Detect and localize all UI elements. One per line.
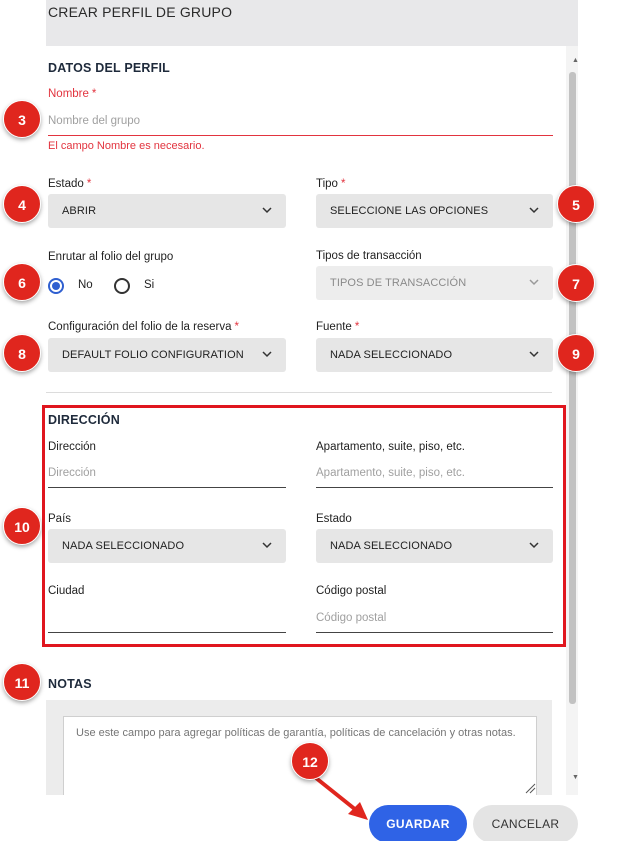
route-radio-si[interactable]	[114, 278, 130, 294]
source-label-text: Fuente	[316, 321, 352, 333]
type-label-text: Tipo	[316, 178, 338, 190]
route-label: Enrutar al folio del grupo	[48, 251, 174, 263]
callout-badge: 12	[291, 742, 329, 780]
callout-badge: 10	[3, 507, 41, 545]
arrow-icon	[312, 774, 374, 824]
city-input[interactable]	[48, 603, 286, 633]
required-mark: *	[354, 321, 360, 333]
country-select-value: NADA SELECCIONADO	[62, 540, 185, 552]
callout-badge: 8	[3, 334, 41, 372]
chevron-down-icon	[260, 347, 274, 361]
address-input[interactable]	[48, 458, 286, 488]
save-button[interactable]: GUARDAR	[369, 805, 467, 841]
folio-config-label	[48, 321, 239, 333]
callout-badge: 11	[3, 663, 41, 701]
chevron-down-icon	[527, 538, 541, 552]
folio-config-label-text: Configuración del folio de la reserva	[48, 321, 232, 333]
name-error-text: El campo Nombre es necesario.	[48, 140, 205, 152]
callout-badge: 9	[557, 334, 595, 372]
scroll-down-icon[interactable]: ▼	[572, 774, 579, 781]
folio-config-select[interactable]	[48, 338, 286, 372]
callout-badge: 6	[3, 263, 41, 301]
status-label-text: Estado	[48, 178, 84, 190]
required-mark: *	[340, 178, 346, 190]
notes-section-title: NOTAS	[48, 677, 92, 691]
scroll-up-icon[interactable]: ▲	[572, 57, 579, 64]
name-label-text: Nombre	[48, 88, 89, 100]
apartment-label: Apartamento, suite, piso, etc.	[316, 441, 465, 453]
callout-badge: 4	[3, 185, 41, 223]
apartment-input[interactable]	[316, 458, 553, 488]
status-select-value: ABRIR	[62, 205, 97, 217]
chevron-down-icon	[527, 275, 541, 289]
transaction-types-select[interactable]	[316, 266, 553, 300]
type-label	[316, 178, 345, 190]
cancel-button[interactable]: CANCELAR	[473, 805, 578, 841]
address-label: Dirección	[48, 441, 96, 453]
callout-badge: 7	[557, 264, 595, 302]
source-label	[316, 321, 359, 333]
chevron-down-icon	[527, 203, 541, 217]
required-mark: *	[91, 88, 97, 100]
scrollbar-thumb[interactable]	[569, 72, 576, 704]
profile-section-title: DATOS DEL PERFIL	[48, 61, 170, 75]
state-select-value: NADA SELECCIONADO	[330, 540, 453, 552]
zip-label: Código postal	[316, 585, 387, 597]
required-mark: *	[86, 178, 92, 190]
transaction-types-label: Tipos de transacción	[316, 250, 422, 262]
source-select[interactable]	[316, 338, 553, 372]
name-label	[48, 88, 96, 100]
name-input[interactable]	[48, 106, 553, 136]
source-select-value: NADA SELECCIONADO	[330, 349, 453, 361]
dialog-title: CREAR PERFIL DE GRUPO	[48, 4, 233, 20]
chevron-down-icon	[260, 538, 274, 552]
chevron-down-icon	[260, 203, 274, 217]
transaction-types-value: TIPOS DE TRANSACCIÓN	[330, 277, 467, 289]
type-select-value: SELECCIONE LAS OPCIONES	[330, 205, 489, 217]
route-radio-si-label: Si	[144, 279, 155, 291]
folio-config-value: DEFAULT FOLIO CONFIGURATION	[62, 349, 244, 361]
callout-badge: 5	[557, 185, 595, 223]
section-divider	[46, 392, 552, 393]
country-label: País	[48, 513, 72, 525]
country-select[interactable]	[48, 529, 286, 563]
state-select[interactable]	[316, 529, 553, 563]
status-select[interactable]	[48, 194, 286, 228]
route-radio-no-label: No	[78, 279, 93, 291]
address-section-title: DIRECCIÓN	[48, 413, 120, 427]
city-label: Ciudad	[48, 585, 85, 597]
state-label: Estado	[316, 513, 352, 525]
required-mark: *	[234, 321, 239, 333]
chevron-down-icon	[527, 347, 541, 361]
type-select[interactable]	[316, 194, 553, 228]
callout-badge: 3	[3, 100, 41, 138]
route-radio-no[interactable]	[48, 278, 64, 294]
zip-input[interactable]	[316, 603, 553, 633]
status-label	[48, 178, 91, 190]
resize-grip-icon[interactable]	[524, 782, 536, 794]
